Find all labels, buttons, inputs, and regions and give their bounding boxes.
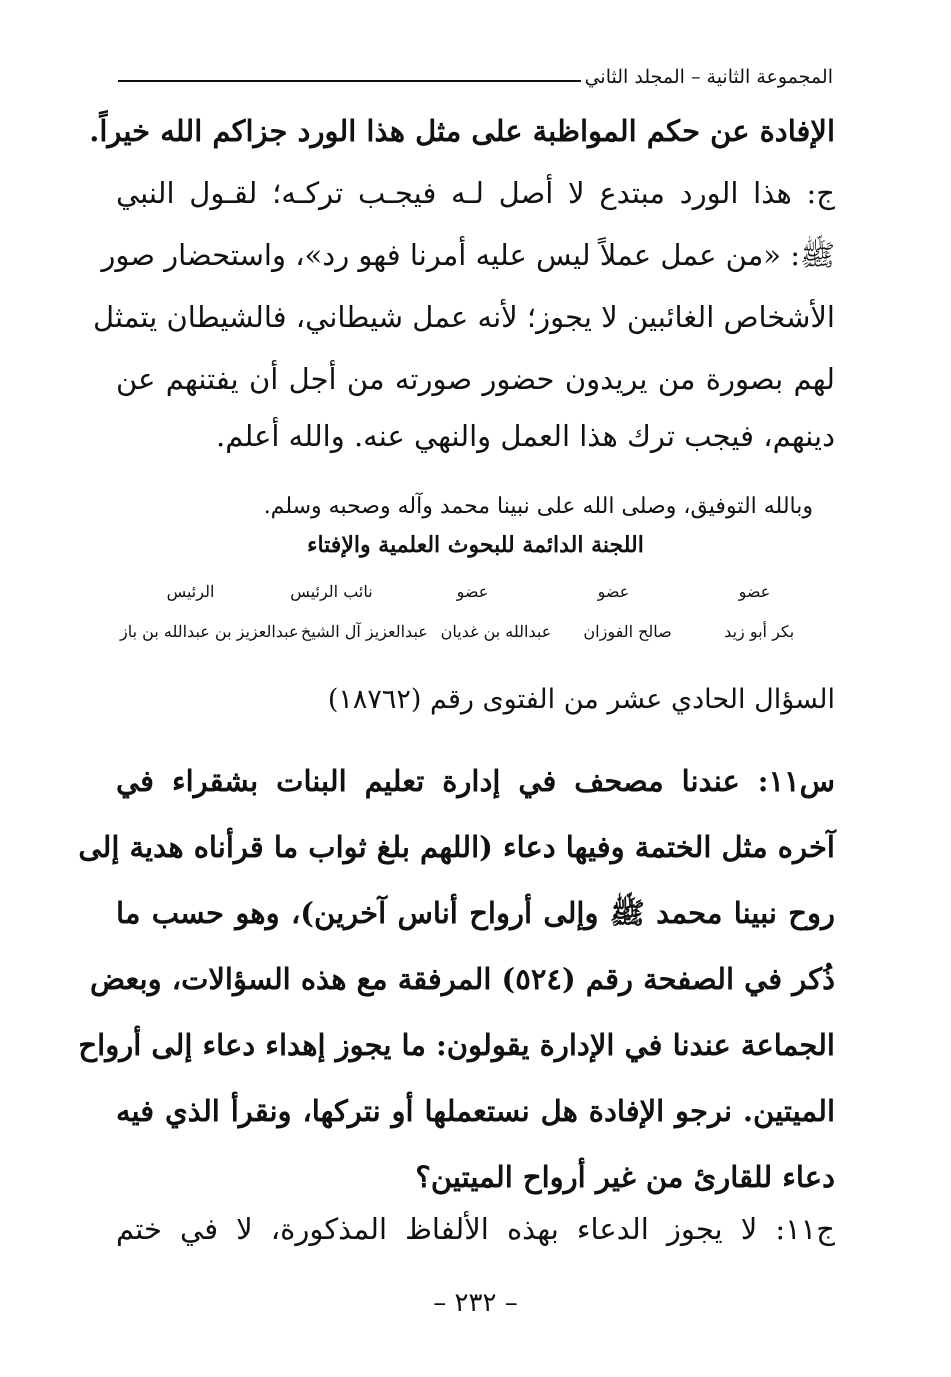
member-name: عبدالعزيز آل الشيخ — [300, 622, 428, 641]
member-role: الرئيس — [166, 582, 215, 601]
member-name: صالح الفوزان — [583, 622, 672, 641]
continued-question-line: الإفادة عن حكم المواظبة على مثل هذا الورد جزاكم الله خيراً. — [89, 114, 835, 148]
question-line: الجماعة عندنا في الإدارة يقولون: ما يجوز إهداء دعاء إلى أرواح — [78, 1028, 835, 1062]
header-title: المجموعة الثانية – المجلد الثاني — [584, 66, 833, 88]
member-name: عبدالله بن غديان — [440, 622, 552, 641]
answer-line: ﷺ: «من عمل عملاً ليس عليه أمرنا فهو رد»، واستحضار صور — [101, 238, 835, 272]
question-line: آخره مثل الختمة وفيها دعاء (اللهم بلغ ثواب ما قرأناه هدية إلى — [78, 830, 835, 864]
header-rule — [118, 80, 581, 82]
closing-line: وبالله التوفيق، وصلى الله على نبينا محمد وآله وصحبه وسلم. — [263, 494, 813, 519]
question-line: س١١: عندنا مصحف في إدارة تعليم البنات بشقراء في — [116, 764, 835, 798]
committee-names — [120, 622, 825, 641]
member-role: عضو — [738, 582, 771, 601]
answer2-block — [116, 1198, 835, 1260]
answer2-line: ج١١: لا يجوز الدعاء بهذه الألفاظ المذكورة، لا في ختم — [116, 1212, 835, 1246]
question-line: دعاء للقارئ من غير أرواح الميتين؟ — [415, 1160, 835, 1194]
answer-line: ج: هذا الورد مبتدع لا أصل لـه فيجـب تركـه؛ لقـول النبي — [116, 176, 835, 210]
question-line: روح نبينا محمد ﷺ وإلى أرواح أناس آخرين)، وهو حسب ما — [116, 896, 835, 930]
fatwa-text-block — [89, 100, 835, 462]
question-heading: السؤال الحادي عشر من الفتوى رقم (١٨٧٦٢) — [327, 684, 835, 715]
question-line: ذُكر في الصفحة رقم (٥٢٤) المرفقة مع هذه السؤالات، وبعض — [90, 962, 835, 996]
committee-title: اللجنة الدائمة للبحوث العلمية والإفتاء — [307, 532, 644, 558]
answer-line: الأشخاص الغائبين لا يجوز؛ لأنه عمل شيطاني، فالشيطان يتمثل — [92, 300, 835, 334]
committee-roles — [120, 582, 825, 601]
member-role: نائب الرئيس — [290, 582, 373, 601]
member-name: عبدالعزيز بن عبدالله بن باز — [120, 622, 299, 641]
answer-line: دينهم، فيجب ترك هذا العمل والنهي عنه. والله أعلم. — [215, 419, 835, 453]
member-role: عضو — [597, 582, 630, 601]
answer-line: لهم بصورة من يريدون حضور صورته من أجل أن يفتنهم عن — [116, 362, 835, 396]
member-name: بكر أبو زيد — [724, 622, 795, 641]
question-line: الميتين. نرجو الإفادة هل نستعملها أو نتركها، ونقرأ الذي فيه — [116, 1094, 835, 1128]
running-header — [118, 56, 833, 88]
page-number: – ٢٣٢ – — [433, 1288, 518, 1318]
question-block — [78, 748, 835, 1210]
member-role: عضو — [456, 582, 489, 601]
